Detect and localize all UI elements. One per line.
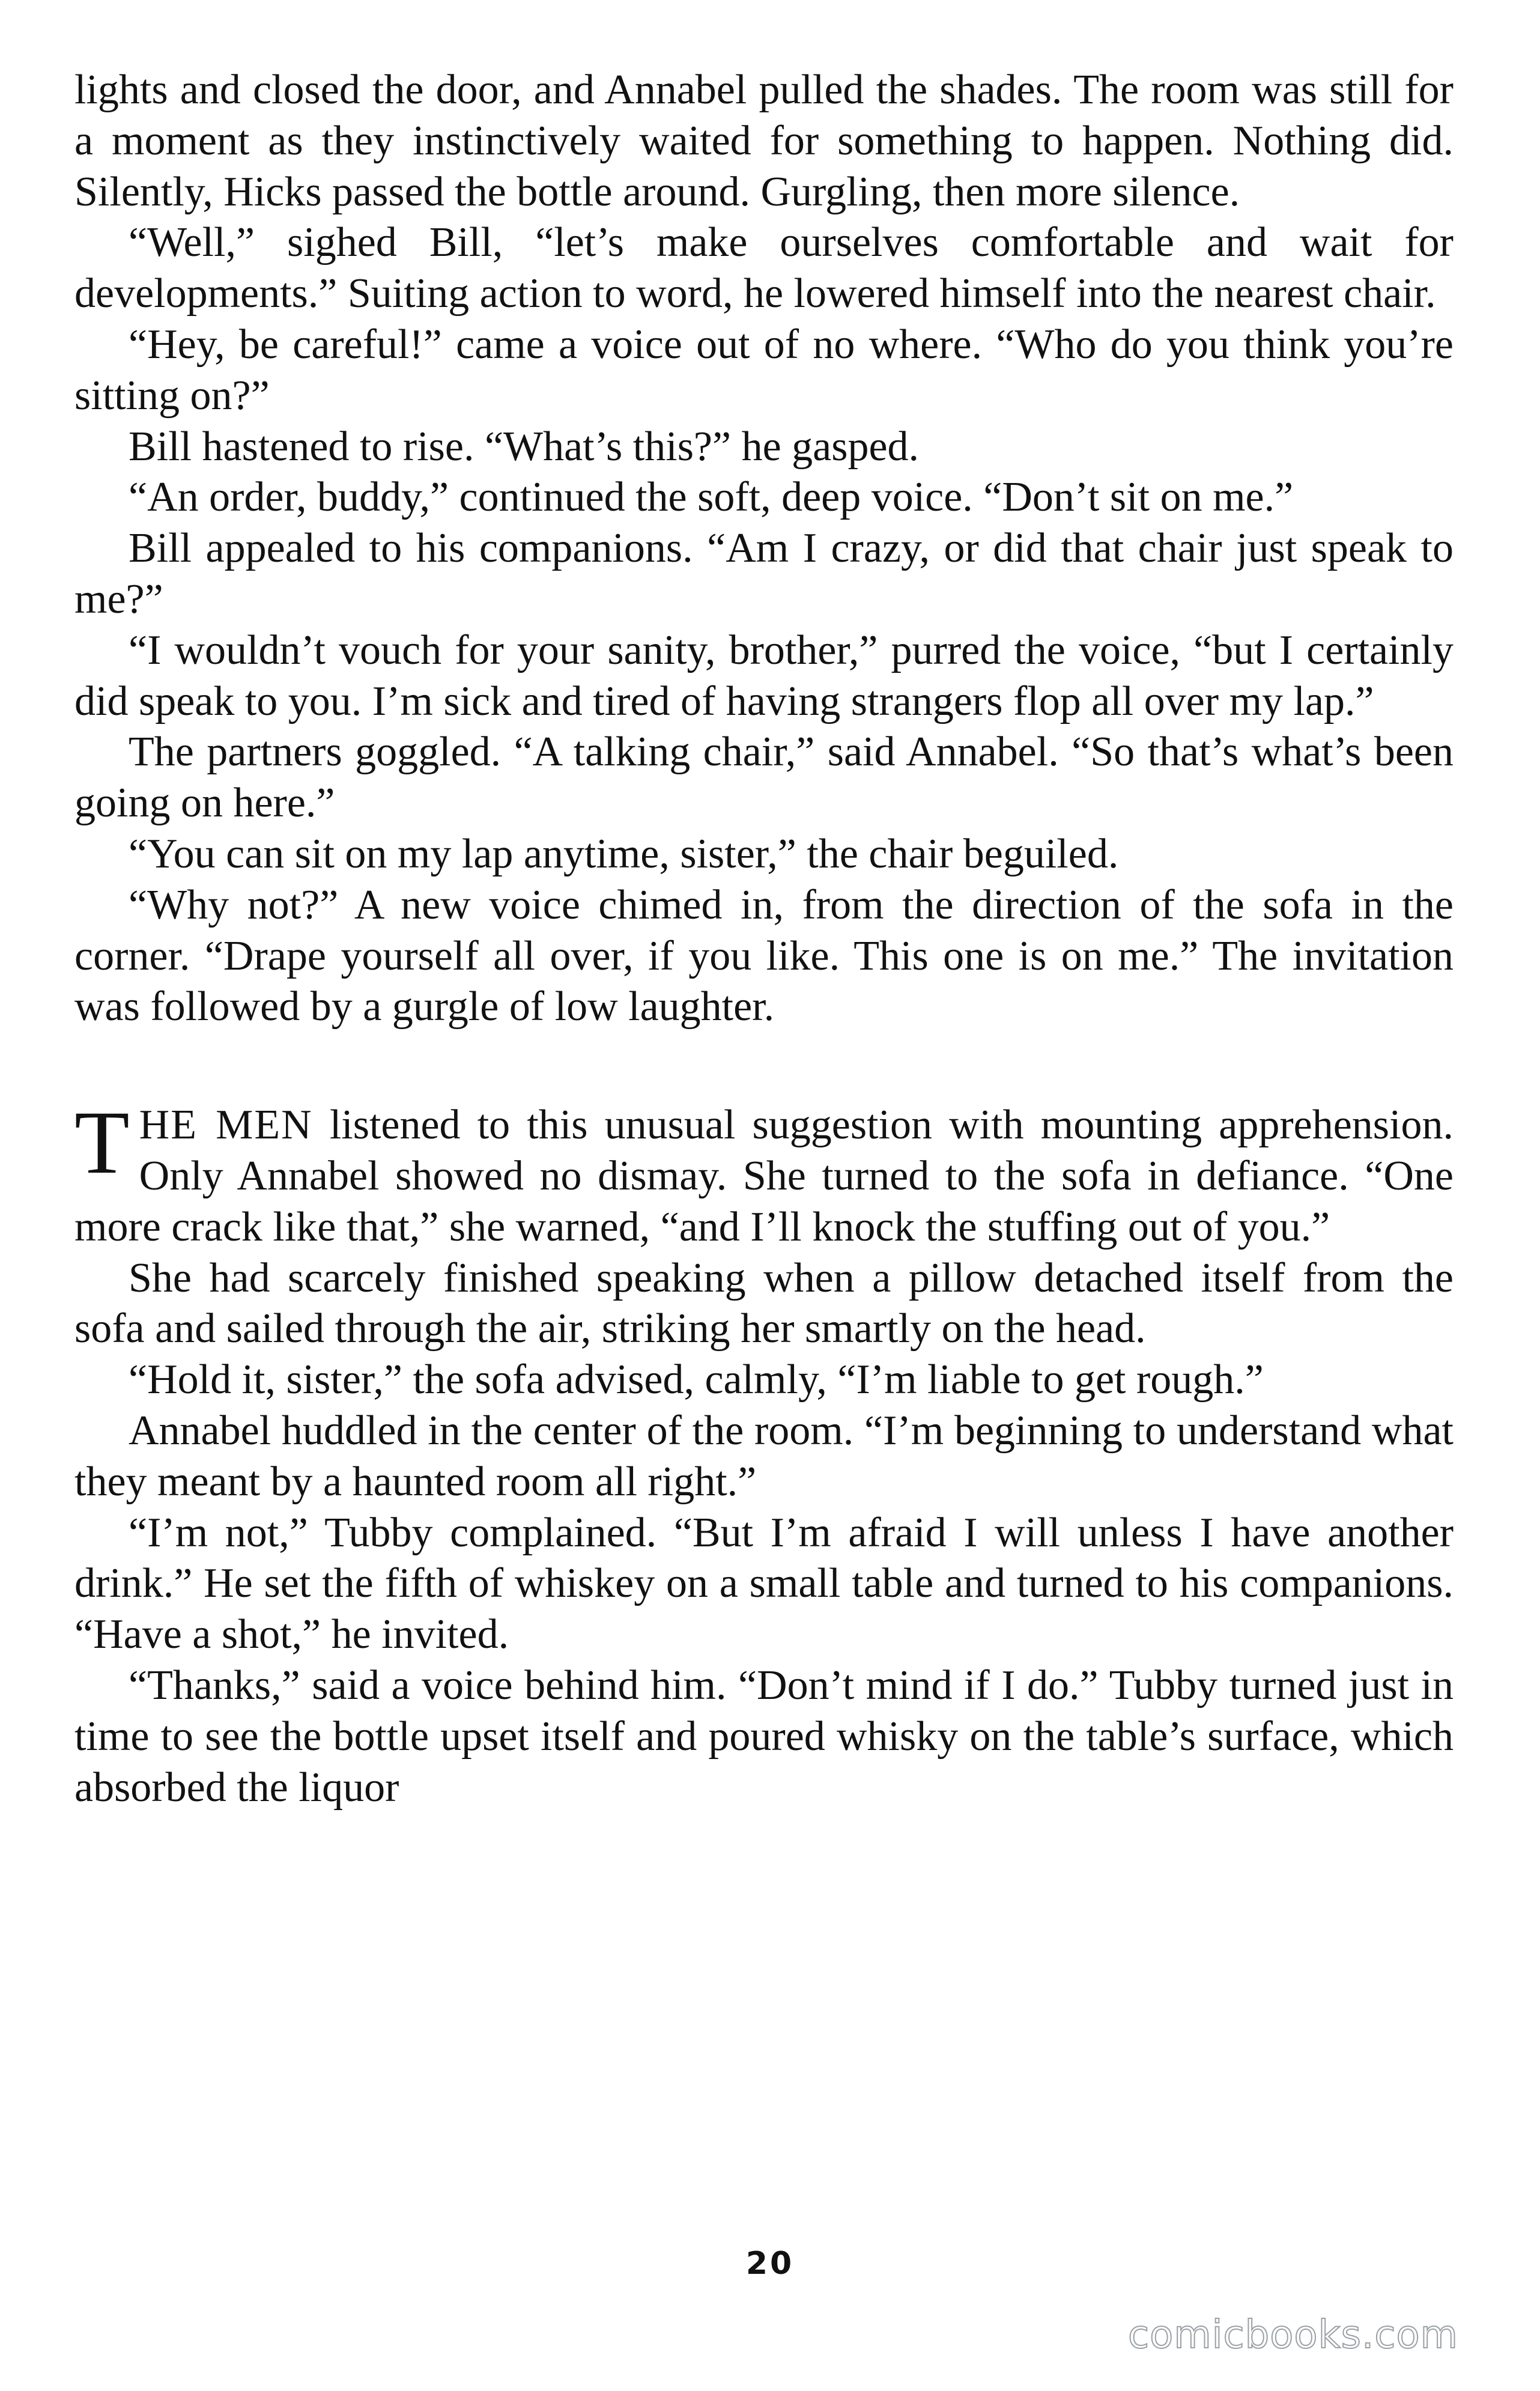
paragraph: “Thanks,” said a voice behind him. “Don’t mind if I do.” Tubby turned just in time to see the bottle upset itself and poured whisky on the table’s surface, which absorbed the liquor: [74, 1662, 1454, 1811]
section-break: [74, 1033, 1454, 1100]
section-opening-paragraph: [74, 1093, 1454, 1253]
lead-in-caps: HE MEN: [139, 1102, 313, 1149]
page-number: 20: [745, 2246, 795, 2282]
paragraph: “Hey, be careful!” came a voice out of no where. “Who do you think you’re sitting on?”: [74, 321, 1454, 419]
paragraph: The partners goggled. “A talking chair,” said Annabel. “So that’s what’s been going on here.”: [74, 729, 1454, 827]
paragraph: “I’m not,” Tubby complained. “But I’m afraid I will unless I have another drink.” He set the fifth of whiskey on a small table and turned to his companions. “Have a shot,” he invited.: [74, 1509, 1454, 1658]
watermark: comicbooks.com: [1127, 2313, 1458, 2357]
paragraph: Annabel huddled in the center of the room. “I’m beginning to understand what they meant by a haunted room all right.”: [74, 1407, 1454, 1505]
paragraph: Bill hastened to rise. “What’s this?” he gasped.: [129, 423, 920, 470]
section-opening-text: listened to this unusual suggestion with mounting apprehension. Only Annabel showed no dismay. She turned to the sofa in defiance. “One more crack like that,” she warned, “and I’ll knock the stuffing out of you.”: [74, 1102, 1454, 1250]
paragraph-continuation: lights and closed the door, and Annabel pulled the shades. The room was still for a moment as they instinctively waited for something to happen. Nothing did. Silently, Hicks passed the bottle around. Gurgling, then more silence.: [74, 67, 1454, 215]
paragraph: She had scarcely finished speaking when a pillow detached itself from the sofa and sailed through the air, striking her smartly on the head.: [74, 1254, 1454, 1352]
text-column: [74, 65, 1454, 1813]
drop-cap: T: [74, 1093, 130, 1193]
paragraph: “An order, buddy,” continued the soft, deep voice. “Don’t sit on me.”: [129, 474, 1294, 521]
paragraph: Bill appealed to his companions. “Am I crazy, or did that chair just speak to me?”: [74, 525, 1454, 622]
paragraph: “You can sit on my lap anytime, sister,” the chair beguiled.: [129, 830, 1119, 877]
paragraph: “I wouldn’t vouch for your sanity, brother,” purred the voice, “but I certainly did speak to you. I’m sick and tired of having strangers flop all over my lap.”: [74, 627, 1454, 725]
paragraph: “Why not?” A new voice chimed in, from the direction of the sofa in the corner. “Drape yourself all over, if you like. This one is on me.” The invitation was followed by a gurgle of low laughter.: [74, 881, 1454, 1030]
paragraph: “Well,” sighed Bill, “let’s make ourselves comfortable and wait for developments.” Suiting action to word, he lowered himself into the nearest chair.: [74, 219, 1454, 317]
paragraph: “Hold it, sister,” the sofa advised, calmly, “I’m liable to get rough.”: [129, 1357, 1264, 1403]
